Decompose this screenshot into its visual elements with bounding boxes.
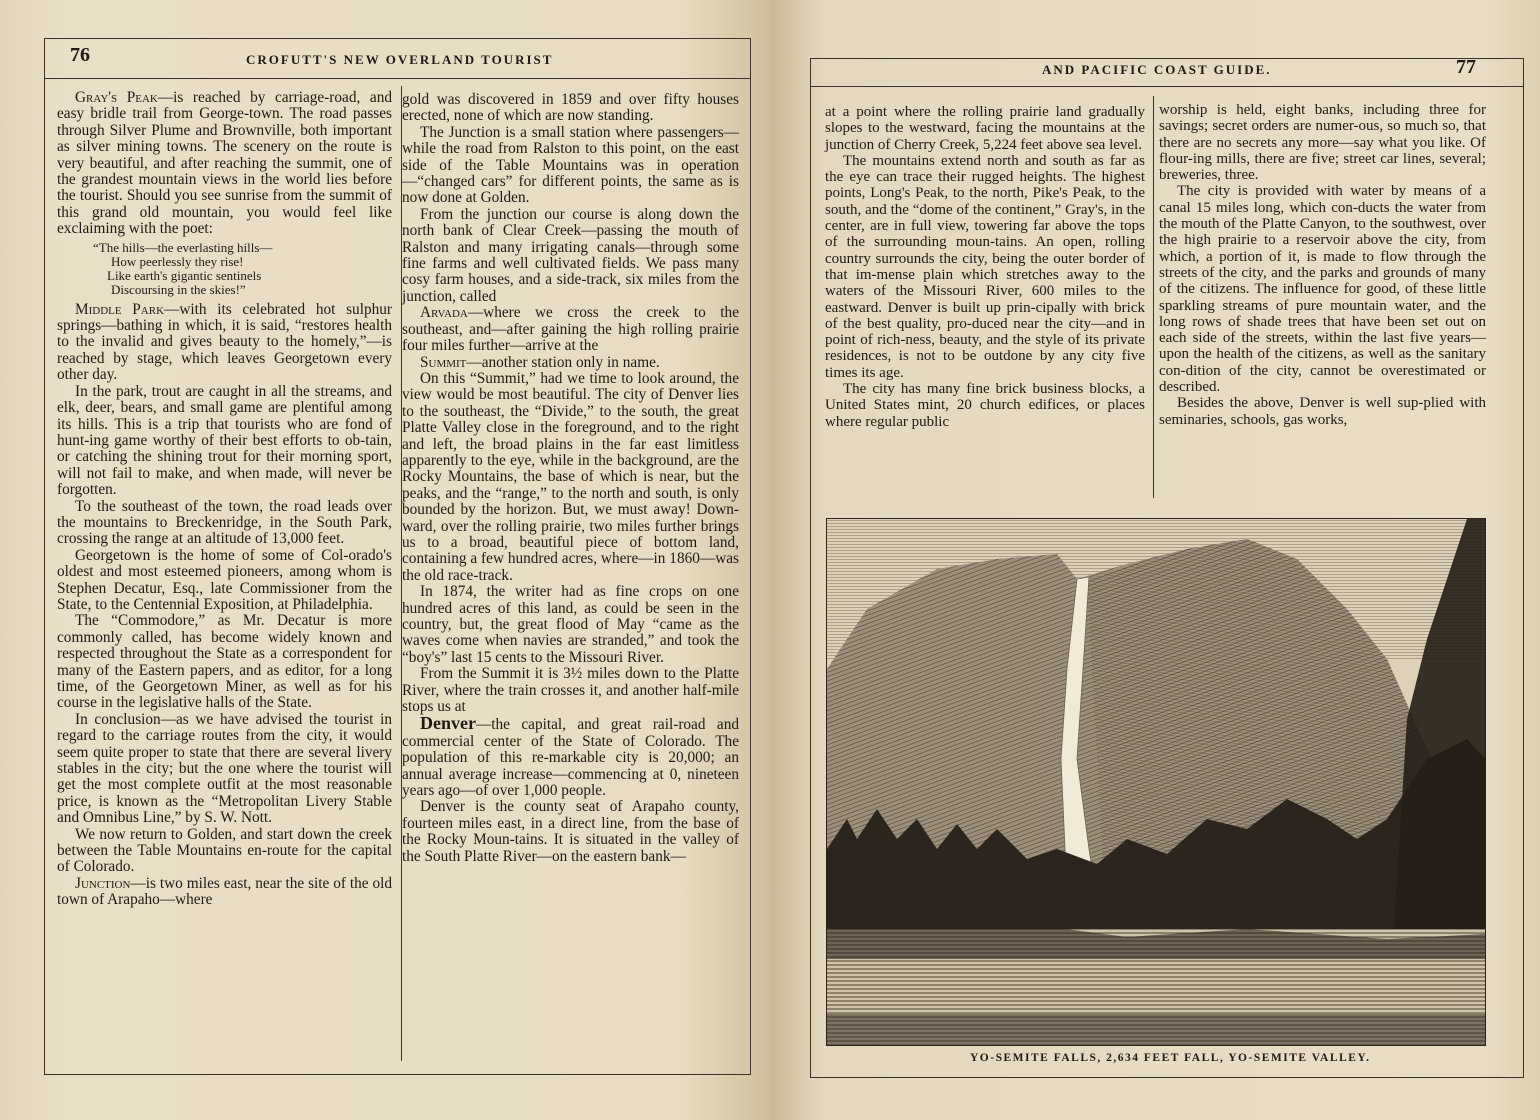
left-column-1: [57, 90, 392, 909]
paragraph: [57, 827, 392, 876]
paragraph-text: From the Summit it is 3½ miles down to the Platte River, where the train crosses it, and another half-mile stops us at: [402, 665, 739, 716]
paragraph-text: —the capital, and great rail-road and commercial center of the State of Colorado. The population of this re-markable city is 20,000; an annual average increase—commencing at 0, nineteen years ago—of over 1,000 people.: [402, 716, 739, 800]
paragraph: [402, 207, 739, 305]
poem-block: [57, 241, 392, 297]
paragraph-text: at a point where the rolling prairie land gradually slopes to the westward, facing the mountains at the junction of Cherry Creek, 5,224 feet above sea level.: [825, 104, 1145, 153]
paragraph-text: —with its celebrated hot sulphur springs—bathing in which, it is said, “restores health to the invalid and gives beauty to the homely,”—is reached by stage, which leaves Georgetown every other day.: [57, 300, 392, 384]
paragraph-text: Besides the above, Denver is well sup-plied with seminaries, schools, gas works,: [1159, 395, 1486, 428]
paragraph-text: We now return to Golden, and start down the creek between the Table Mountains en-route for the capital of Colorado.: [57, 825, 392, 876]
left-running-header: CROFUTT'S NEW OVERLAND TOURIST: [246, 52, 554, 67]
engraving-svg: [827, 519, 1485, 1045]
paragraph: [57, 712, 392, 827]
poem-line: Discoursing in the skies!”: [111, 281, 246, 297]
poem-line: “The hills—the everlasting hills—: [93, 239, 273, 255]
paragraph-text: gold was discovered in 1859 and over fifty houses erected, none of which are now standing.: [402, 91, 739, 125]
paragraph-text: Georgetown is the home of some of Col-orado's oldest and most esteemed pioneers, among whom is Stephen Decatur, Esq., late Commissioner from the State, to the Centennial Exposition, at Philadelphia.: [57, 546, 392, 613]
paragraph-text: —another station only in name.: [466, 353, 660, 371]
paragraph: [402, 715, 739, 799]
paragraph-text: In 1874, the writer had as fine crops on one hundred acres of this land, as could be seen in the country, but, the great flood of May “came as the waves come when navies are stranded,” and took the “boy's” last 15 cents to the Missouri River.: [402, 583, 739, 666]
paragraph-text: —where we cross the creek to the southeast, and—after gaining the high rolling prairie four miles further—arrive at the: [402, 304, 739, 355]
paragraph: [402, 355, 739, 371]
right-page: [770, 0, 1540, 1120]
paragraph-lead-smallcaps: Gray's Peak: [75, 89, 158, 106]
right-running-header: AND PACIFIC COAST GUIDE.: [1042, 62, 1272, 77]
paragraph: [402, 666, 739, 715]
paragraph: [402, 799, 739, 865]
paragraph-text: worship is held, eight banks, including three for savings; secret orders are numer-ous, so much so, that there are no secrets any more—say what you like. Of flour-ing mills, there are five; street car lines, several; breweries, three.: [1159, 102, 1486, 184]
paragraph: [825, 381, 1145, 430]
paragraph: [1159, 395, 1486, 428]
paragraph-text: In conclusion—as we have advised the tourist in regard to the carriage routes from the city, it would seem quite proper to state that there are several livery stables in the city; but the one where the tourist will get the most complete outfit at the most reasonable price, is known as the “Metropolitan Livery Stable and Omnibus Line,” by S. W. Nott.: [57, 710, 392, 827]
paragraph-text: —is reached by carriage-road, and easy bridle trail from George-town. The road passes through Silver Plume and Brownville, both important as silver mining towns. The scenery on the route is very beautiful, and after reaching the summit, one of the grandest mountain views in the world lies before the tourist. Should you see sunrise from the summit of this grand old mountain, you would feel like exclaiming with the poet:: [57, 89, 392, 238]
right-column-1: [825, 104, 1145, 430]
paragraph: [57, 548, 392, 614]
poem-line: Like earth's gigantic sentinels: [107, 267, 262, 283]
paragraph-text: The Junction is a small station where passengers—while the road from Ralston to this point, on the east side of the Table Mountains was in operation—“changed cars” for different points, the same as is now done at Golden.: [402, 123, 739, 207]
paragraph: [57, 613, 392, 711]
paragraph-text: From the junction our course is along down the north bank of Clear Creek—passing the mouth of Ralston and many irrigating canals—through some fine farms and well cultivated fields. We pass many cosy farm houses, and a side-track, six miles from the junction, called: [402, 205, 739, 305]
paragraph-text: —is two miles east, near the site of the old town of Arapaho—where: [57, 874, 392, 909]
paragraph: [402, 125, 739, 207]
right-column-2: [1159, 102, 1486, 428]
paragraph-text: The “Commodore,” as Mr. Decatur is more commonly called, has become widely known and respected throughout the State as a correspondent for many of the Eastern papers, and as editor, for a long time, of the Georgetown Miner, as well as for his course in the legislative halls of the State.: [57, 612, 392, 712]
poem-line: How peerlessly they rise!: [111, 253, 244, 269]
paragraph-text: On this “Summit,” had we time to look around, the view would be most beautiful. The city of Denver lies to the southeast, the “Divide,” to the south, the great Platte Valley close in the foreground, and to the right and left, the broad plains in the far east limitless apparently to the eye, while in the background, are the Rocky Mountains, the base of which is near, but the peaks, and the “range,” to the north and south, is only bounded by the horizon. But, we must away! Down-ward, over the rolling prairie, two miles further brings us to a broad, beautiful piece of bottom land, containing a few hundred acres, where—in 1860—was the old race-track.: [402, 369, 739, 584]
paragraph-lead-smallcaps: Summit: [420, 353, 467, 371]
left-column-2: [402, 92, 739, 865]
paragraph-lead-bold: Denver: [420, 713, 476, 734]
right-column-rule: [1153, 96, 1154, 498]
paragraph: [1159, 183, 1486, 395]
paragraph: [402, 305, 739, 354]
left-header-rule: [44, 78, 751, 79]
paragraph: [825, 104, 1145, 153]
paragraph-lead-smallcaps: Arvada: [420, 304, 468, 322]
paragraph-text: To the southeast of the town, the road leads over the mountains to Breckenridge, in the South Park, crossing the range at an altitude of 13,000 feet.: [57, 497, 392, 548]
paragraph: [57, 302, 392, 384]
illustration-caption: YO-SEMITE FALLS, 2,634 FEET FALL, YO-SEMITE VALLEY.: [970, 1052, 1371, 1064]
paragraph: [402, 92, 739, 125]
paragraph: [57, 499, 392, 548]
paragraph-lead-smallcaps: Junction: [75, 874, 131, 892]
paragraph-text: The mountains extend north and south as far as the eye can trace their rugged heights. The highest points, Long's Peak, to the north, Pike's Peak, to the south, and the “dome of the continent,” Gray's, in the center, are in full view, towering far above the tops of the surrounding moun-tains. An open, rolling country surrounds the city, being the outer border of that im-mense plain which stretches away to the waters of the Missouri River, 600 miles to the eastward. Denver is built up prin-cipally with brick of the best quality, pro-duced near the city—and in point of rich-ness, beauty, and the style of its private residences, is not to be outdone by any city five times its age.: [825, 152, 1145, 381]
paragraph: [402, 584, 739, 666]
paragraph-text: Denver is the county seat of Arapaho county, fourteen miles east, in a direct line, from the base of the Rocky Moun-tains. It is situated in the valley of the South Platte River—on the eastern bank—: [402, 798, 739, 865]
paragraph-text: In the park, trout are caught in all the streams, and elk, deer, bears, and small game are plentiful among its hills. This is a trip that tourists who are fond of hunt-ing game worthy of their best efforts to ob-tain, or catching the shining trout for their morning sport, will not fail to make, and when made, will never be forgotten.: [57, 382, 392, 499]
paragraph: [57, 876, 392, 909]
paragraph-text: The city is provided with water by means of a canal 15 miles long, which con-ducts the water from the mouth of the Platte Canyon, to the southwest, over the high prairie to a reservoir above the city, from which, a portion of it, is made to flow through the streets of the city, and the parks and grounds of many of the citizens. The influence for good, of these little sparkling streams of pure mountain water, and the long rows of shade trees that have been set out on each side of the streets, within the last five years—upon the health of the citizens, as well as the sanitary con-dition of the city, cannot be overestimated or described.: [1159, 183, 1486, 396]
paragraph: [57, 384, 392, 499]
paragraph: [1159, 102, 1486, 183]
left-folio: 76: [70, 44, 90, 66]
paragraph: [825, 153, 1145, 381]
paragraph: [57, 90, 392, 238]
paragraph: [402, 371, 739, 584]
right-folio: 77: [1456, 56, 1476, 78]
paragraph-lead-smallcaps: Middle Park: [75, 300, 165, 318]
paragraph-text: The city has many fine brick business blocks, a United States mint, 20 church edifices, or places where regular public: [825, 381, 1145, 430]
yosemite-falls-engraving: [826, 518, 1486, 1046]
right-header-rule: [810, 86, 1524, 87]
